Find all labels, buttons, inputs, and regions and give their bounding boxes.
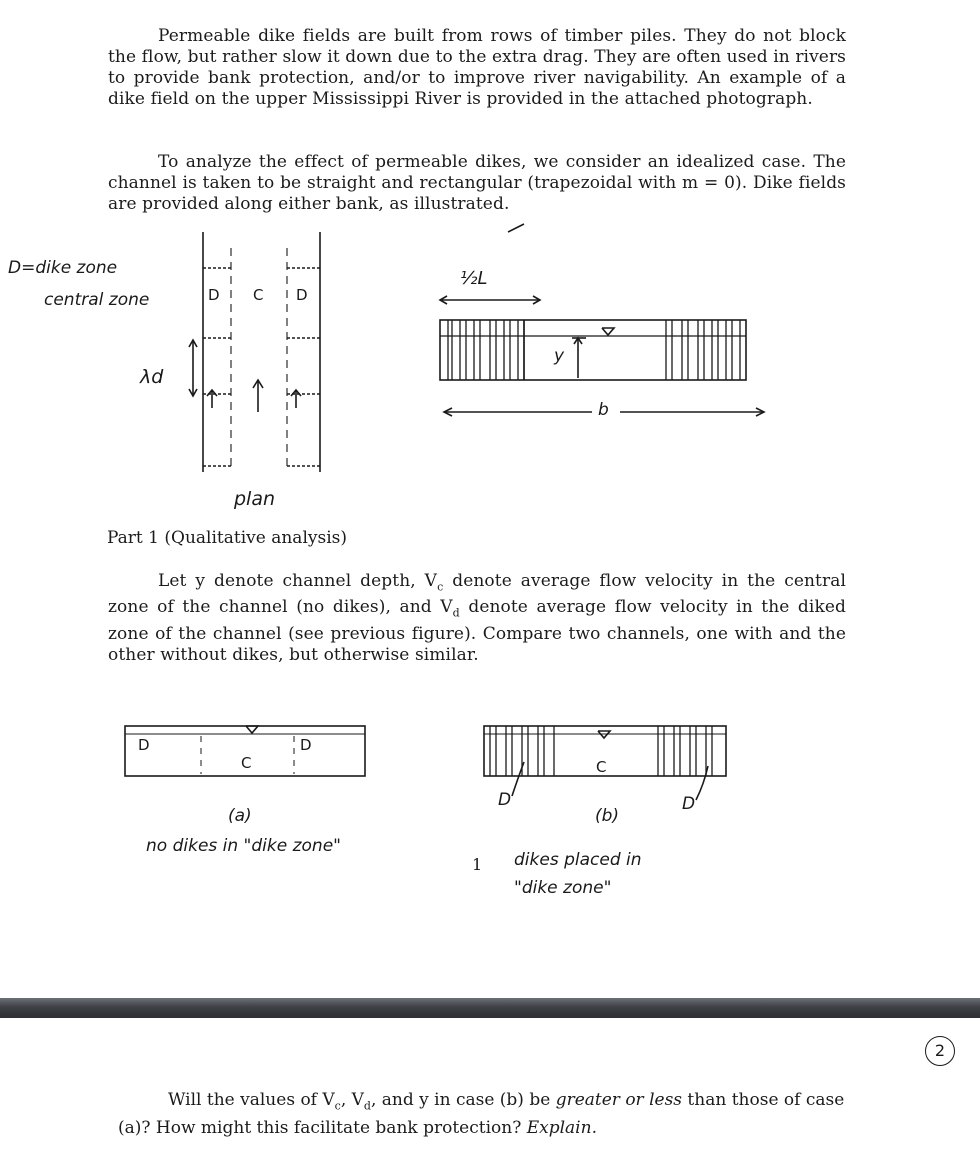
part1-text-c: denote average flow velocity in the diked zone of the channel (see previous figure). Compare two channels, one with and the other without dikes, but otherwise similar.: [108, 597, 846, 665]
dike-zone-note: D=dike zone: [8, 258, 118, 278]
fig-b-note: dikes placed in "dike zone": [514, 850, 642, 898]
fig-a-c: C: [241, 754, 252, 772]
question-text-c: , and y in case (b) be: [370, 1090, 556, 1110]
part1-sub-d: d: [452, 606, 460, 620]
part1-paragraph: [108, 571, 846, 666]
question-text-b: , V: [340, 1090, 364, 1110]
page-number: 2: [925, 1036, 955, 1066]
intro-paragraph-1-text: Permeable dike fields are built from rows of timber piles. They do not block the flow, but rather slow it down due to the extra drag. They are often used in rivers to provide bank protection, and/or to improve river navigability. An example of a dike field on the upper Mississippi River is provided in the attached photograph.: [108, 26, 846, 109]
question-text-d: than those of case (a)? How might this facilitate bank protection?: [118, 1090, 845, 1139]
page-divider: [0, 998, 980, 1018]
question-emphasis-1: greater or less: [555, 1090, 683, 1110]
fig-a-note: no dikes in "dike zone": [146, 836, 341, 856]
fig-a-d-right: D: [300, 736, 312, 754]
central-zone-note: central zone: [44, 290, 150, 310]
part1-text-b: denote average flow velocity in the central zone of the channel (no dikes), and V: [108, 571, 846, 618]
fig-a-label: (a): [228, 806, 252, 826]
zone-d-left: D: [208, 286, 220, 304]
fig-b-c: C: [596, 758, 607, 776]
zone-c: C: [253, 286, 264, 304]
fig-b-d-right: D: [682, 794, 696, 814]
question-sub-d: d: [363, 1099, 371, 1113]
width-label: b: [598, 400, 609, 420]
fig-b-label: (b): [595, 806, 620, 826]
figure-number: 1: [472, 855, 483, 874]
depth-label: y: [554, 346, 565, 366]
question-text-a: Will the values of V: [168, 1090, 335, 1110]
half-l-label: ½L: [460, 268, 488, 289]
question-paragraph: [118, 1089, 858, 1139]
zone-d-right: D: [296, 286, 308, 304]
question-emphasis-2: Explain.: [526, 1118, 597, 1139]
part1-sub-c: c: [437, 580, 444, 594]
intro-paragraph-2-text: To analyze the effect of permeable dikes, we consider an idealized case. The channel is taken to be straight and rectangular (trapezoidal with m = 0). Dike fields are provided along either bank, as illustrated.: [108, 152, 846, 214]
fig-a-d-left: D: [138, 736, 150, 754]
part1-heading: Part 1 (Qualitative analysis): [107, 528, 348, 548]
plan-label: plan: [234, 488, 276, 510]
question-sub-c: c: [334, 1099, 341, 1113]
lambda-label: λd: [140, 366, 164, 388]
part1-text-a: Let y denote channel depth, V: [158, 571, 438, 591]
fig-b-d-left: D: [498, 790, 512, 810]
